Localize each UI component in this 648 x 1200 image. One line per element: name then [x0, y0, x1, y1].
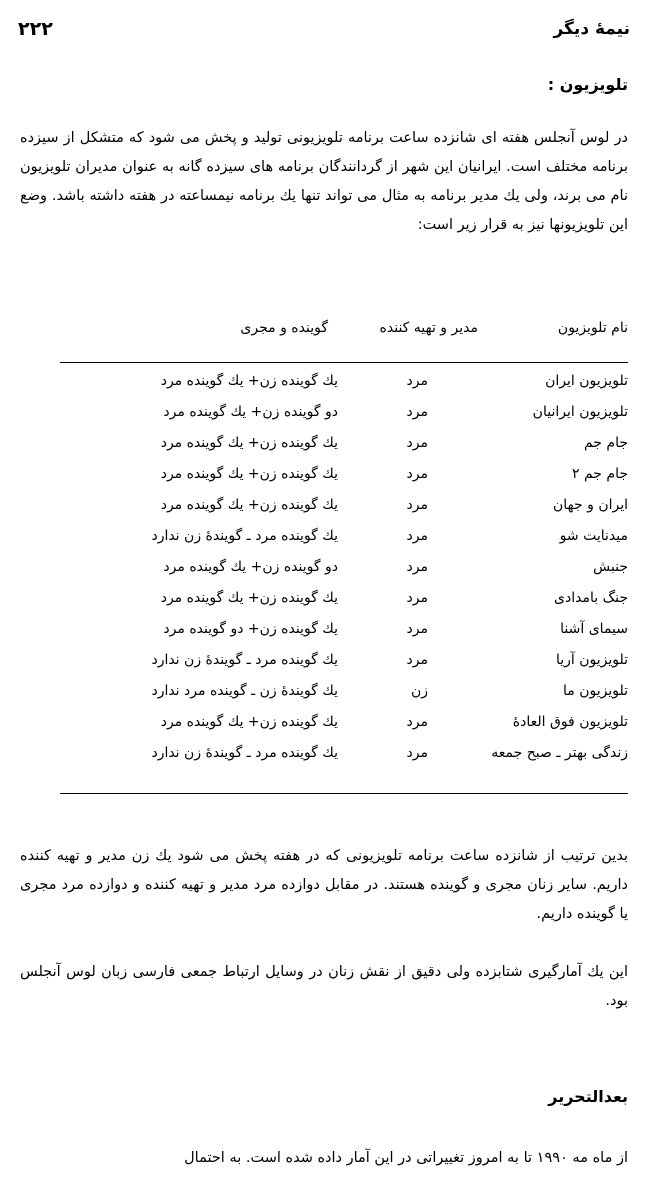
tv-name: زندگی بهتر ـ صبح جمعه: [491, 745, 628, 761]
tv-manager: مرد: [406, 714, 428, 730]
tv-manager: مرد: [406, 745, 428, 761]
tv-presenter: یك گوینده زن+ یك گوینده مرد: [160, 435, 338, 451]
tv-presenter: دو گوینده زن+ یك گوینده مرد: [163, 404, 338, 420]
table-row: [20, 466, 628, 497]
tv-presenter: یك گوینده زن+ یك گوینده مرد: [160, 466, 338, 482]
tv-name: تلویزیون ایرانیان: [532, 404, 628, 420]
tv-manager: مرد: [406, 404, 428, 420]
tv-presenter: یك گوینده زن+ دو گوینده مرد: [163, 621, 338, 637]
table-top-rule: [60, 362, 628, 363]
table-bottom-rule: [60, 793, 628, 794]
table-row: [20, 745, 628, 776]
table-row: [20, 621, 628, 652]
tv-manager: مرد: [406, 621, 428, 637]
tv-presenter: یك گوینده زن+ یك گوینده مرد: [160, 373, 338, 389]
tv-name: تلویزیون آریا: [555, 652, 628, 668]
tv-name: جام جم: [583, 435, 628, 451]
table-row: [20, 559, 628, 590]
intro-paragraph: در لوس آنجلس هفته ای شانزده ساعت برنامه تلویزیونی تولید و پخش می شود که متشکل از سیزده برنامه مختلف است. ایرانیان این شهر از گردانندگان برنامه های سیزده گانه به عنوان مدیران تلویزیون نام می برند، ولی یك مدیر برنامه به مثال می تواند تنها یك برنامه نیمساعته در هفته داشته باشد. وضع این تلویزیونها نیز به قرار زیر است:: [20, 130, 628, 233]
tv-manager: مرد: [406, 373, 428, 389]
tv-presenter: یك گویندهٔ زن ـ گوینده مرد ندارد: [151, 683, 338, 699]
table-row: [20, 404, 628, 435]
table-row: [20, 652, 628, 683]
tv-name: سیمای آشنا: [560, 621, 628, 637]
tv-manager: مرد: [406, 466, 428, 482]
tv-manager: مرد: [406, 652, 428, 668]
table-row: [20, 683, 628, 714]
tv-manager: زن: [410, 683, 428, 699]
table-row: [20, 528, 628, 559]
note-paragraph: این یك آمارگیری شتابزده ولی دقیق از نقش زنان در وسایل ارتباط جمعی فارسی زبان لوس آنجلس بود.: [20, 964, 628, 1009]
tv-presenter: دو گوینده زن+ یك گوینده مرد: [163, 559, 338, 575]
tv-manager: مرد: [406, 497, 428, 513]
table-body: [20, 373, 628, 776]
table-row: [20, 714, 628, 745]
page-header: [18, 14, 630, 44]
section-heading-television: تلویزیون :: [547, 75, 628, 94]
tv-name: تلویزیون ایران: [545, 373, 628, 389]
tv-manager: مرد: [406, 590, 428, 606]
postscript-paragraph: از ماه مه ۱۹۹۰ تا به امروز تغییراتی در این آمار داده شده است. به احتمال: [184, 1150, 628, 1166]
section-heading-postscript: بعدالتحریر: [548, 1087, 628, 1106]
table-row: [20, 373, 628, 404]
tv-presenter: یك گوینده زن+ یك گوینده مرد: [160, 714, 338, 730]
tv-name: جنگ بامدادی: [554, 590, 628, 606]
tv-name: ایران و جهان: [553, 497, 628, 513]
tv-presenter: یك گوینده مرد ـ گویندهٔ زن ندارد: [151, 528, 338, 544]
tv-name: تلویزیون ما: [562, 683, 628, 699]
table-header: [20, 320, 628, 344]
tv-manager: مرد: [406, 559, 428, 575]
tv-presenter: یك گوینده زن+ یك گوینده مرد: [160, 590, 338, 606]
tv-manager: مرد: [406, 435, 428, 451]
tv-name: میدنایت شو: [559, 528, 628, 544]
tv-name: تلویزیون فوق العادهٔ: [512, 714, 628, 730]
page-number: ۲۲۲: [18, 18, 53, 40]
tv-presenter: یك گوینده زن+ یك گوینده مرد: [160, 497, 338, 513]
summary-paragraph: بدین ترتیب از شانزده ساعت برنامه تلویزیونی که در هفته پخش می شود یك زن مدیر و تهیه کننده داریم. سایر زنان مجری و گوینده هستند. در مقابل دوازده مرد مدیر و تهیه کننده و دوازده مرد مجری یا گوینده داریم.: [20, 848, 628, 922]
tv-name: جام جم ۲: [572, 466, 628, 482]
column-header-manager: مدیر و تهیه کننده: [379, 320, 478, 336]
tv-name: جنبش: [593, 559, 628, 575]
running-title: نیمهٔ دیگر: [553, 19, 630, 39]
tv-presenter: یك گوینده مرد ـ گویندهٔ زن ندارد: [151, 652, 338, 668]
table-row: [20, 435, 628, 466]
tv-presenter: یك گوینده مرد ـ گویندهٔ زن ندارد: [151, 745, 338, 761]
table-row: [20, 590, 628, 621]
table-row: [20, 497, 628, 528]
tv-manager: مرد: [406, 528, 428, 544]
column-header-presenter: گوینده و مجری: [240, 320, 328, 336]
column-header-name: نام تلویزیون: [557, 320, 628, 336]
